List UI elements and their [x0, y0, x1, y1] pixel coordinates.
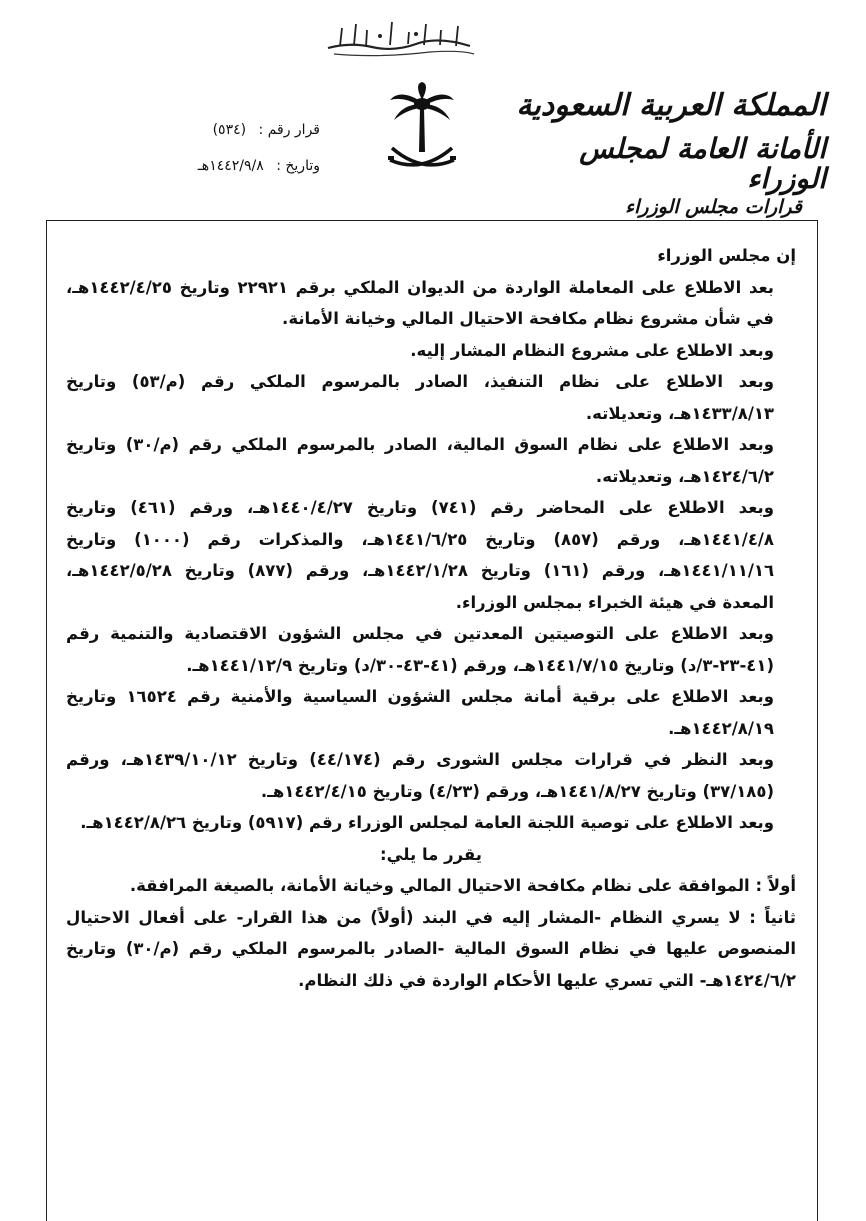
council-opening: إن مجلس الوزراء: [657, 246, 796, 265]
resolution-heading: يقرر ما يلي:: [380, 844, 482, 864]
decision-info: [120, 120, 320, 192]
decisions-label: قرارات مجلس الوزراء: [596, 196, 808, 218]
palm-swords-emblem: [386, 82, 458, 182]
decision-number-value: (٥٣٤): [212, 122, 247, 138]
paragraph-draft-law: وبعد الاطلاع على مشروع النظام المشار إليه.: [410, 340, 774, 360]
kingdom-name: المملكة العربية السعودية: [516, 88, 826, 123]
paragraph-enforcement-law: وبعد الاطلاع على نظام التنفيذ، الصادر بالمرسوم الملكي رقم (م/٥٣) وتاريخ ١٤٣٣/٨/١٣هـ، وتعديلاته.: [66, 372, 774, 423]
secretariat-name: الأمانة العامة لمجلس الوزراء: [579, 132, 826, 195]
paragraph-minutes: وبعد الاطلاع على المحاضر رقم (٧٤١) وتاريخ ١٤٤٠/٤/٢٧هـ، ورقم (٤٦١) وتاريخ ١٤٤١/٤/٨هـ، ورقم (٨٥٧) وتاريخ ١٤٤١/٦/٢٥هـ، والمذكرات رقم (١٠٠٠) وتاريخ ١٤٤١/١١/١٦هـ، ورقم (١٦١) وتاريخ ١٤٤٢/١/٢٨هـ، ورقم (٨٧٧) وتاريخ ١٤٤٢/٥/٢٨هـ، المعدة في هيئة الخبراء بمجلس الوزراء.: [66, 498, 775, 612]
paragraph-economic-council: وبعد الاطلاع على التوصيتين المعدتين في مجلس الشؤون الاقتصادية والتنمية رقم (٤١-٢٣-٣/د) وتاريخ ١٤٤١/٧/١٥هـ، ورقم (٤١-٤٣-٣٠/د) وتاريخ ١٤٤١/١٢/٩هـ.: [66, 624, 774, 675]
paragraph-security-council: وبعد الاطلاع على برقية أمانة مجلس الشؤون السياسية والأمنية رقم ١٦٥٢٤ وتاريخ ١٤٤٢/٨/١٩هـ.: [66, 687, 774, 738]
paragraph-shura-council: وبعد النظر في قرارات مجلس الشورى رقم (٤٤/١٧٤) وتاريخ ١٤٣٩/١٠/١٢هـ، ورقم (٣٧/١٨٥) وتاريخ ١٤٤١/٨/٢٧هـ، ورقم (٤/٢٣) وتاريخ ١٤٤٢/٤/١٥هـ.: [66, 750, 775, 801]
resolution-item-first: أولاً : الموافقة على نظام مكافحة الاحتيال المالي وخيانة الأمانة، بالصيغة المرافقة.: [129, 876, 796, 895]
decision-body: [66, 240, 796, 996]
paragraph-capital-market-law: وبعد الاطلاع على نظام السوق المالية، الصادر بالمرسوم الملكي رقم (م/٣٠) وتاريخ ١٤٢٤/٦/٢هـ، وتعديلاته.: [66, 435, 774, 486]
basmala-calligraphy: [320, 14, 480, 60]
decision-date-line: [120, 156, 320, 176]
decision-date-value: ١٤٤٢/٩/٨هـ: [197, 158, 264, 174]
paragraph-royal-court: بعد الاطلاع على المعاملة الواردة من الديوان الملكي برقم ٢٢٩٢١ وتاريخ ١٤٤٢/٤/٢٥هـ، في شأن مشروع نظام مكافحة الاحتيال المالي وخيانة الأمانة.: [66, 277, 774, 328]
decision-number-label: قرار رقم :: [258, 122, 320, 138]
decision-date-label: وتاريخ :: [276, 158, 320, 174]
decision-number-line: [120, 120, 320, 140]
paragraph-general-committee: وبعد الاطلاع على توصية اللجنة العامة لمجلس الوزراء رقم (٥٩١٧) وتاريخ ١٤٤٢/٨/٢٦هـ.: [80, 813, 774, 832]
resolution-item-second: ثانياً : لا يسري النظام -المشار إليه في البند (أولاً) من هذا القرار- على أفعال الاحتيال المنصوص عليها في نظام السوق المالية -الصادر بالمرسوم الملكي رقم (م/٣٠) وتاريخ ١٤٢٤/٦/٢هـ- التي تسري عليها الأحكام الواردة في ذلك النظام.: [66, 907, 796, 990]
